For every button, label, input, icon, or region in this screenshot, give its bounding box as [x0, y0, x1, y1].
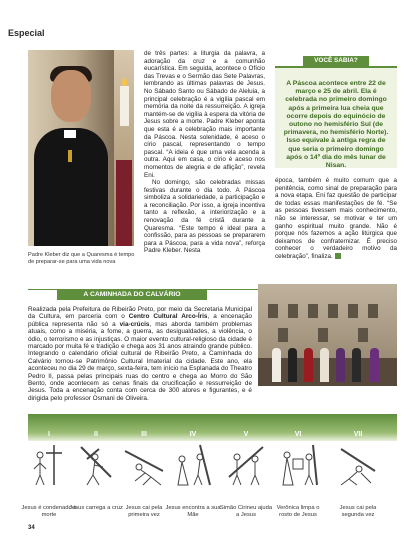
station-number: III [141, 431, 147, 438]
article-column-2 [275, 177, 397, 261]
station-number: IV [189, 431, 197, 438]
station-number: VI [294, 431, 302, 438]
bold-term: via-crúcis [119, 320, 150, 328]
paragraph: de três partes: a liturgia da palavra, a adoração da cruz e a comunhão eucarística. Em seguida, acontece o Ofício das Trevas e o Sermão das Sete Palavras, lembrando as últimas palavras de Jesus. No Sábado Santo ou Sábado de Aleluia, a principal celebração é a vigília pascal em memória da noite da ressurreição. A igreja mantém-se de vigília à espera da vitória de Jesus sobre a morte. Padre Kleber aponta que esta é a celebração mais importante da Páscoa. Nesta solenidade, é aceso o círio pascal, representando o tempo pascal. “A ideia é que uma vela acenda a outra. Aqui em casa, o círio é aceso nos momentos de alegria e de aflição”, revela Eni. [144, 50, 265, 179]
station-label: Jesus cai pela segunda vez [339, 505, 377, 518]
priest-photo [28, 50, 114, 246]
station-illustration-icon [275, 441, 321, 489]
station-label: Jesus cai pela primeira vez [125, 505, 163, 518]
article-column-1 [144, 50, 265, 255]
station-number: I [48, 431, 50, 438]
station-illustration-icon [170, 441, 216, 489]
bold-org: Centro Cultural Arco-Íris [128, 313, 208, 321]
station-number: VII [353, 431, 363, 438]
station-label: Verônica limpa o rosto de Jesus [276, 505, 320, 518]
station-label: Jesus carrega a cruz [69, 505, 123, 511]
calvario-text: Realizada pela Prefeitura de Ribeirão Preto, por meio da Secretaria Municipal da Cultura, em parceria com o Centro Cultural Arco-Íris, a encenação pública representa não só a via-crúcis, mas aborda também problemas atuais, como a miséria, a fome, a guerra, as desigualdades, a violência, o ódio, o terrorismo e as injustiças. O maior evento cultural-religioso da cidade é marcado por muita fé e tradição e chega aos 31 anos atraindo grande público. Integrando o calendário oficial cultural de Ribeirão Preto, a Caminhada do Calvário tornou-se Patrimônio Cultural Imaterial da cidade. Este ano, ela aconteceu no dia 29 de março, sexta-feira, tem início na Esplanada do Theatro Pedro II, passa pelas principais ruas do centro e chega ao Morro do São Bento, onde acontecem as cenas finais da crucificação e ressurreição de Jesus. Toda a encenação conta com cerca de 300 atores e figurantes, e é dirigida pelo professor Osmani de Oliveira. [28, 306, 252, 402]
station-illustration-icon [223, 441, 269, 489]
station-number: II [94, 431, 98, 438]
paragraph: No domingo, são celebradas missas festivas durante o dia todo. A Páscoa simboliza a solidariedade, a participação e a reconciliação. Por isso, a igreja incentiva tanto a reflexão, a interiorização e a renovação da fé cristã durante a Quaresma. “Este tempo é ideal para a confissão, para as pessoas se prepararem para a Páscoa, para a vida nova”, reforça Padre Kleber. Nesta [144, 179, 265, 255]
station-illustration-icon [335, 441, 381, 489]
end-mark-icon [335, 253, 341, 259]
calvario-title: A CAMINHADA DO CALVÁRIO [57, 289, 207, 300]
station-illustration-icon [73, 441, 119, 489]
station-number: V [243, 431, 249, 438]
photo-caption: Padre Kleber diz que a Quaresma é tempo de preparar-se para uma vida nova [28, 252, 135, 265]
candle-image [114, 50, 134, 246]
section-title: Especial [8, 28, 45, 38]
station-label: Jesus é condenado à morte [21, 505, 77, 518]
station-illustration-icon [121, 441, 167, 489]
did-you-know-title: VOCÊ SABIA? [303, 56, 369, 66]
station-label: Simão Cirineu ajuda a Jesus [219, 505, 273, 518]
calvario-photo [258, 284, 397, 386]
page-number: 34 [28, 525, 35, 531]
paragraph: época, também é muito comum que a penitência, como sinal de preparação para a nova etapa. Eni faz questão de participar de todas essas manifestações de fé. “Se as pessoas tivessem mais conhecimento, não se interessar, se motivar e ter um ganho espiritual muito grande. Não é porque nós fazemos a ação litúrgica que deixamos de confraternizar. É preciso conhecer o verdadeiro motivo da celebração”, finaliza. [275, 177, 397, 260]
did-you-know-text: A Páscoa acontece entre 22 de março e 25 de abril. Ela é celebrada no primeiro domingo após a primeira lua cheia que ocorre depois do equinócio de outono no hemisfério Sul (de primavera, no hemisfério Norte). Isso equivale à antiga regra de que seria o primeiro domingo após o 14º dia do mês lunar de Nisan. [283, 80, 389, 170]
station-illustration-icon [26, 441, 72, 489]
station-label: Jesus encontra a sua Mãe [165, 505, 221, 518]
